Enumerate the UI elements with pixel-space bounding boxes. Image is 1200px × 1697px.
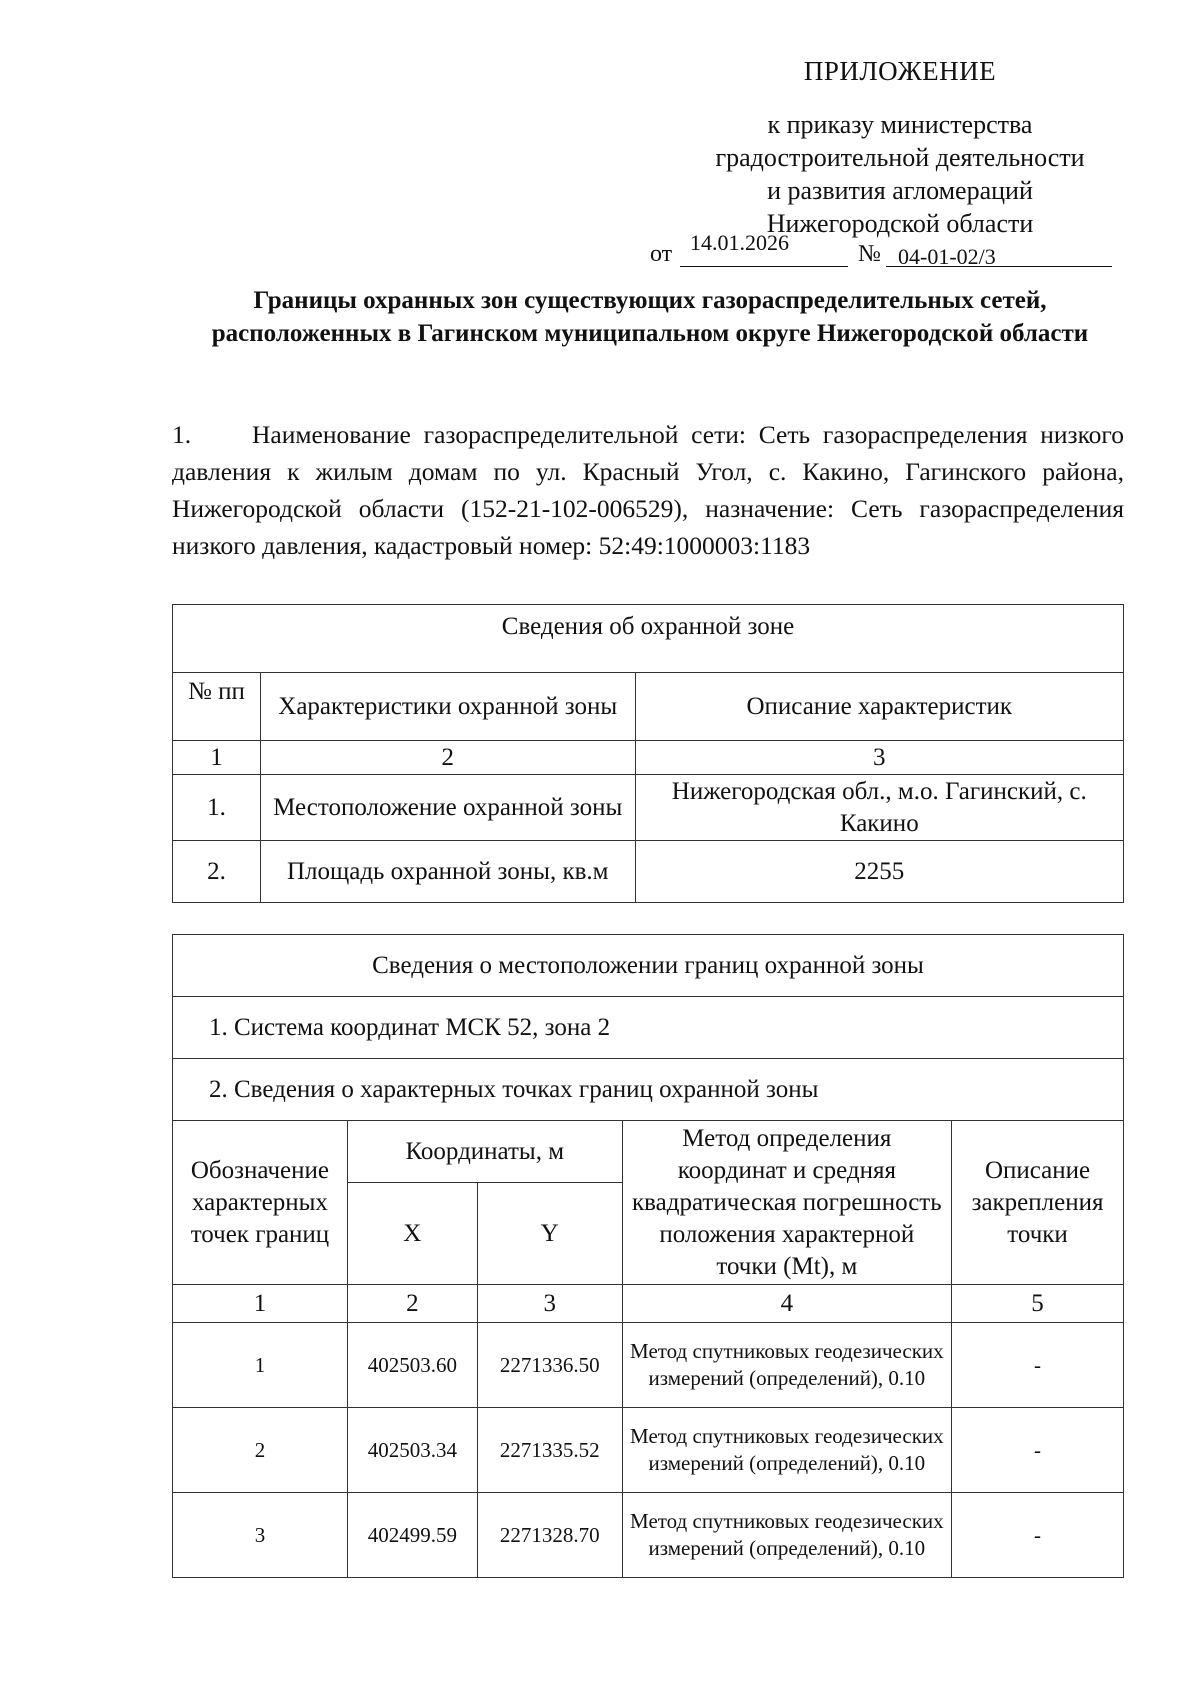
table-row [173, 1323, 1124, 1408]
header-cell: Обозначение характерных точек границ [173, 1121, 348, 1285]
item-number: 1. [172, 420, 192, 449]
table-cell: 2 [173, 1408, 348, 1493]
item-text: Наименование газораспределительной сети: Сеть газораспределения низкого давления к жилым домам по ул. Красный Угол, с. Какино, Гагинского района, Нижегородской области (152-21-102-006529), назначение: Сеть газораспределения низкого давления, кадастровый номер: 52:49:1000003:1183 [172, 420, 1124, 560]
table-cell: 2271335.52 [477, 1408, 622, 1493]
table-cell: - [952, 1493, 1124, 1578]
zone-boundaries-table [172, 934, 1124, 1578]
order-date-number [650, 230, 1125, 270]
appendix-reference [640, 108, 1160, 240]
document-title: Границы охранных зон существующих газораспределительных сетей, расположенных в Гагинском муниципальном округе Нижегородской области [211, 287, 1089, 347]
table-cell: 3 [173, 1493, 348, 1578]
header-cell: Метод определения координат и средняя квадратическая погрешность положения характерной точки (Mt), м [622, 1121, 951, 1285]
column-number: 3 [477, 1285, 622, 1323]
column-number: 5 [952, 1285, 1124, 1323]
appendix-title: ПРИЛОЖЕНИЕ [803, 56, 997, 86]
table-cell: Нижегородская обл., м.о. Гагинский, с. Какино [635, 775, 1123, 841]
table-cell: 2. [173, 841, 261, 903]
table-cell: 1 [173, 1323, 348, 1408]
table-cell: Метод спутниковых геодезических измерений (определений), 0.10 [622, 1408, 951, 1493]
table-row [173, 1493, 1124, 1578]
table-cell: Местоположение охранной зоны [260, 775, 635, 841]
table-cell: Метод спутниковых геодезических измерений (определений), 0.10 [622, 1493, 951, 1578]
table-cell: 1. [173, 775, 261, 841]
number-prefix: № [858, 241, 881, 267]
order-date: 14.01.2026 [690, 230, 789, 255]
points-caption: 2. Сведения о характерных точках границ охранной зоны [173, 1059, 1124, 1121]
order-number: 04-01-02/3 [898, 244, 996, 269]
boundaries-table-caption: Сведения о местоположении границ охранной зоны [173, 935, 1124, 997]
table-cell: - [952, 1323, 1124, 1408]
column-number: 2 [260, 741, 635, 775]
appendix-line: Нижегородской области [766, 209, 1034, 238]
date-underline [680, 266, 848, 267]
column-number: 1 [173, 741, 261, 775]
table-cell: - [952, 1408, 1124, 1493]
appendix-line: к приказу министерства [767, 110, 1033, 139]
appendix-line: и развития агломераций [767, 176, 1033, 205]
network-description [172, 416, 1124, 564]
header-cell: Y [477, 1183, 622, 1285]
table-row [173, 841, 1124, 903]
header-cell: Описание характеристик [635, 673, 1123, 741]
column-number: 1 [173, 1285, 348, 1323]
table-cell: 2271336.50 [477, 1323, 622, 1408]
zone-info-table [172, 604, 1124, 903]
table-cell: Метод спутниковых геодезических измерений (определений), 0.10 [622, 1323, 951, 1408]
appendix-line: градостроительной деятельности [715, 143, 1085, 172]
header-cell: Характеристики охранной зоны [260, 673, 635, 741]
table-cell: 402503.34 [347, 1408, 477, 1493]
table-cell: 2271328.70 [477, 1493, 622, 1578]
header-cell: № пп [173, 673, 261, 741]
header-cell: X [347, 1183, 477, 1285]
column-number: 2 [347, 1285, 477, 1323]
zone-table-caption: Сведения об охранной зоне [173, 605, 1124, 673]
table-row [173, 1408, 1124, 1493]
column-number: 3 [635, 741, 1123, 775]
header-cell: Координаты, м [347, 1121, 622, 1183]
table-cell: Площадь охранной зоны, кв.м [260, 841, 635, 903]
date-prefix: от [650, 241, 673, 267]
coordinate-system: 1. Система координат МСК 52, зона 2 [173, 997, 1124, 1059]
column-number: 4 [622, 1285, 951, 1323]
table-cell: 402503.60 [347, 1323, 477, 1408]
table-row [173, 775, 1124, 841]
header-cell: Описание закрепления точки [952, 1121, 1124, 1285]
table-cell: 2255 [635, 841, 1123, 903]
table-cell: 402499.59 [347, 1493, 477, 1578]
